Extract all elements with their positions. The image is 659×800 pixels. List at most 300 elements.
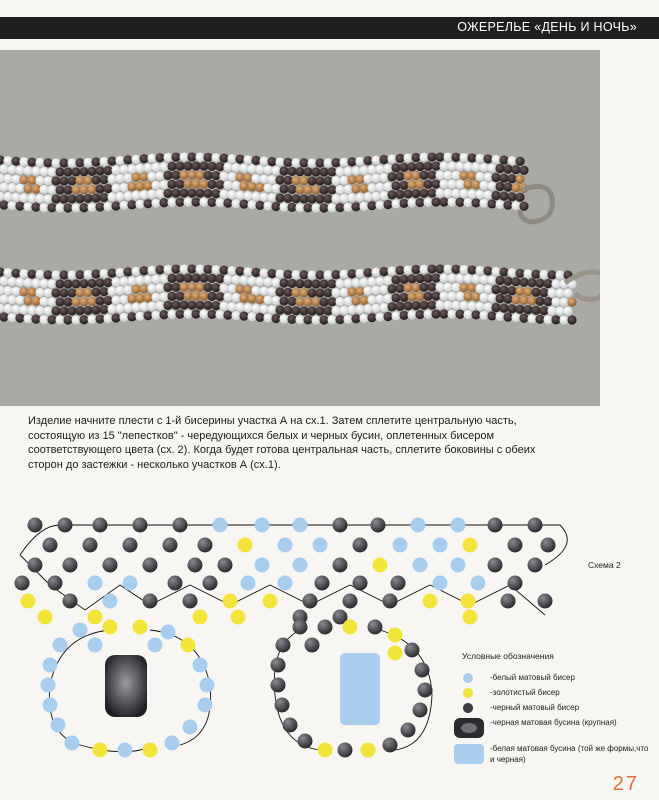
photo-bead bbox=[15, 166, 24, 175]
photo-bead bbox=[431, 309, 440, 318]
photo-bead bbox=[219, 266, 228, 275]
photo-bead bbox=[139, 190, 148, 199]
photo-bead bbox=[59, 306, 68, 315]
photo-bead bbox=[107, 174, 116, 183]
photo-bead bbox=[231, 199, 240, 208]
photo-bead bbox=[119, 165, 128, 174]
photo-bead bbox=[167, 198, 176, 207]
photo-bead bbox=[355, 287, 364, 296]
photo-bead bbox=[447, 197, 456, 206]
gold-seed-bead bbox=[318, 743, 333, 758]
photo-bead bbox=[223, 199, 232, 208]
photo-bead bbox=[435, 300, 444, 309]
black-seed-bead bbox=[58, 518, 73, 533]
photo-bead bbox=[251, 156, 260, 165]
photo-bead bbox=[163, 283, 172, 292]
photo-bead bbox=[243, 155, 252, 164]
photo-bead bbox=[451, 283, 460, 292]
photo-bead bbox=[419, 301, 428, 310]
photo-bead bbox=[71, 297, 80, 306]
photo-bead bbox=[443, 188, 452, 197]
photo-bead bbox=[391, 199, 400, 208]
photo-bead bbox=[47, 167, 56, 176]
photo-bead bbox=[15, 202, 24, 211]
photo-bead bbox=[307, 194, 316, 203]
photo-bead bbox=[183, 179, 192, 188]
photo-bead bbox=[43, 288, 52, 297]
white-seed-bead bbox=[53, 638, 68, 653]
photo-bead bbox=[531, 288, 540, 297]
photo-bead bbox=[19, 305, 28, 314]
photo-bead bbox=[299, 270, 308, 279]
photo-bead bbox=[223, 311, 232, 320]
photo-bead bbox=[327, 185, 336, 194]
photo-bead bbox=[175, 310, 184, 319]
photo-bead bbox=[27, 288, 36, 297]
white-seed-bead bbox=[200, 678, 215, 693]
photo-bead bbox=[303, 297, 312, 306]
photo-bead bbox=[387, 284, 396, 293]
photo-bead bbox=[443, 300, 452, 309]
photo-bead bbox=[319, 297, 328, 306]
black-seed-bead bbox=[401, 723, 416, 738]
photo-bead bbox=[223, 275, 232, 284]
photo-bead bbox=[179, 282, 188, 291]
photo-bead bbox=[19, 269, 28, 278]
photo-bead bbox=[339, 306, 348, 315]
photo-bead bbox=[419, 189, 428, 198]
photo-bead bbox=[335, 185, 344, 194]
black-seed-bead bbox=[63, 594, 78, 609]
legend-label: -белый матовый бисер bbox=[490, 673, 575, 682]
photo-bead bbox=[547, 270, 556, 279]
white-seed-bead bbox=[451, 518, 466, 533]
photo-bead bbox=[55, 167, 64, 176]
black-seed-bead bbox=[28, 558, 43, 573]
photo-bead bbox=[439, 309, 448, 318]
photo-bead bbox=[75, 176, 84, 185]
photo-bead bbox=[179, 264, 188, 273]
photo-bead bbox=[163, 189, 172, 198]
photo-bead bbox=[103, 202, 112, 211]
photo-bead bbox=[491, 285, 500, 294]
photo-bead bbox=[55, 315, 64, 324]
photo-bead bbox=[15, 314, 24, 323]
photo-bead bbox=[75, 306, 84, 315]
photo-bead bbox=[135, 294, 144, 303]
photo-bead bbox=[231, 293, 240, 302]
photo-bead bbox=[227, 154, 236, 163]
photo-bead bbox=[91, 175, 100, 184]
photo-bead bbox=[291, 288, 300, 297]
photo-bead bbox=[471, 310, 480, 319]
photo-bead bbox=[343, 185, 352, 194]
photo-bead bbox=[67, 158, 76, 167]
photo-bead bbox=[127, 200, 136, 209]
photo-bead bbox=[455, 274, 464, 283]
photo-bead bbox=[207, 292, 216, 301]
photo-bead bbox=[403, 301, 412, 310]
photo-bead bbox=[499, 156, 508, 165]
photo-bead bbox=[407, 274, 416, 283]
photo-bead bbox=[71, 279, 80, 288]
photo-bead bbox=[219, 172, 228, 181]
photo-bead bbox=[527, 296, 536, 305]
photo-bead bbox=[515, 157, 524, 166]
photo-bead bbox=[423, 292, 432, 301]
intro-line: Изделие начните плести с 1-й бисерины участка А на сх.1. Затем сплетите центральную часть, bbox=[28, 415, 517, 427]
photo-bead bbox=[199, 274, 208, 283]
white-seed-bead bbox=[118, 743, 133, 758]
photo-bead bbox=[515, 287, 524, 296]
photo-bead bbox=[11, 175, 20, 184]
white-seed-bead bbox=[51, 718, 66, 733]
photo-bead bbox=[379, 285, 388, 294]
photo-bead bbox=[75, 194, 84, 203]
photo-bead bbox=[179, 300, 188, 309]
photo-bead bbox=[223, 181, 232, 190]
black-seed-bead bbox=[43, 538, 58, 553]
photo-bead bbox=[287, 297, 296, 306]
photo-bead bbox=[271, 202, 280, 211]
photo-bead bbox=[439, 273, 448, 282]
photo-bead bbox=[219, 190, 228, 199]
photo-bead bbox=[207, 310, 216, 319]
photo-bead bbox=[303, 167, 312, 176]
black-seed-bead bbox=[83, 538, 98, 553]
photo-bead bbox=[207, 180, 216, 189]
gold-seed-bead bbox=[463, 538, 478, 553]
photo-bead bbox=[191, 309, 200, 318]
photo-bead bbox=[343, 167, 352, 176]
photo-bead bbox=[3, 268, 12, 277]
photo-bead bbox=[431, 179, 440, 188]
photo-bead bbox=[307, 288, 316, 297]
photo-bead bbox=[275, 287, 284, 296]
photo-bead bbox=[255, 313, 264, 322]
photo-bead bbox=[203, 171, 212, 180]
photo-bead bbox=[547, 288, 556, 297]
gold-seed-bead bbox=[373, 558, 388, 573]
photo-bead bbox=[303, 203, 312, 212]
black-seed-bead bbox=[218, 558, 233, 573]
photo-bead bbox=[279, 278, 288, 287]
photo-bead bbox=[43, 194, 52, 203]
photo-bead bbox=[131, 173, 140, 182]
photo-bead bbox=[507, 286, 516, 295]
black-seed-bead bbox=[418, 683, 433, 698]
photo-bead bbox=[175, 274, 184, 283]
photo-bead bbox=[471, 292, 480, 301]
photo-bead bbox=[35, 288, 44, 297]
photo-bead bbox=[355, 305, 364, 314]
photo-bead bbox=[367, 277, 376, 286]
gold-seed-bead bbox=[231, 610, 246, 625]
photo-bead bbox=[343, 203, 352, 212]
gold-seed-bead bbox=[263, 594, 278, 609]
photo-bead bbox=[231, 311, 240, 320]
photo-bead bbox=[51, 270, 60, 279]
photo-bead bbox=[63, 185, 72, 194]
photo-bead bbox=[219, 284, 228, 293]
white-seed-bead bbox=[88, 638, 103, 653]
photo-bead bbox=[11, 157, 20, 166]
photo-bead bbox=[103, 296, 112, 305]
photo-bead bbox=[391, 163, 400, 172]
photo-bead bbox=[499, 286, 508, 295]
photo-bead bbox=[79, 315, 88, 324]
photo-bead bbox=[171, 301, 180, 310]
photo-bead bbox=[435, 188, 444, 197]
photo-bead bbox=[75, 158, 84, 167]
photo-bead bbox=[339, 158, 348, 167]
photo-bead bbox=[335, 315, 344, 324]
photo-bead bbox=[291, 306, 300, 315]
black-seed-bead bbox=[353, 538, 368, 553]
photo-bead bbox=[19, 193, 28, 202]
photo-bead bbox=[395, 172, 404, 181]
photo-bead bbox=[495, 276, 504, 285]
photo-bead bbox=[495, 294, 504, 303]
photo-bead bbox=[539, 270, 548, 279]
photo-bead bbox=[127, 312, 136, 321]
photo-bead bbox=[291, 194, 300, 203]
black-seed-bead bbox=[508, 576, 523, 591]
photo-bead bbox=[547, 306, 556, 315]
photo-bead bbox=[447, 291, 456, 300]
photo-bead bbox=[275, 193, 284, 202]
photo-bead bbox=[447, 179, 456, 188]
photo-bead bbox=[67, 270, 76, 279]
photo-bead bbox=[67, 176, 76, 185]
photo-bead bbox=[199, 292, 208, 301]
photo-bead bbox=[499, 268, 508, 277]
photo-bead bbox=[307, 176, 316, 185]
photo-bead bbox=[279, 314, 288, 323]
photo-bead bbox=[427, 264, 436, 273]
photo-bead bbox=[503, 201, 512, 210]
photo-bead bbox=[239, 276, 248, 285]
black-seed-bead bbox=[293, 620, 308, 635]
photo-bead bbox=[411, 153, 420, 162]
photo-bead bbox=[463, 180, 472, 189]
photo-bead bbox=[383, 294, 392, 303]
photo-bead bbox=[219, 154, 228, 163]
photo-bead bbox=[439, 291, 448, 300]
photo-bead bbox=[555, 270, 564, 279]
photo-bead bbox=[123, 267, 132, 276]
photo-bead bbox=[503, 277, 512, 286]
photo-bead bbox=[95, 296, 104, 305]
photo-bead bbox=[267, 175, 276, 184]
white-seed-bead bbox=[433, 576, 448, 591]
photo-bead bbox=[199, 180, 208, 189]
photo-bead bbox=[259, 174, 268, 183]
photo-bead bbox=[79, 279, 88, 288]
photo-bead bbox=[435, 152, 444, 161]
photo-bead bbox=[47, 185, 56, 194]
photo-bead bbox=[127, 276, 136, 285]
photo-bead bbox=[287, 185, 296, 194]
black-seed-bead bbox=[28, 518, 43, 533]
photo-bead bbox=[359, 184, 368, 193]
photo-bead bbox=[47, 279, 56, 288]
photo-bead bbox=[235, 155, 244, 164]
white-seed-bead bbox=[393, 538, 408, 553]
photo-bead bbox=[39, 279, 48, 288]
photo-bead bbox=[119, 295, 128, 304]
photo-bead bbox=[119, 313, 128, 322]
photo-bead bbox=[519, 278, 528, 287]
photo-bead bbox=[439, 161, 448, 170]
photo-bead bbox=[115, 156, 124, 165]
photo-bead bbox=[443, 152, 452, 161]
photo-bead bbox=[39, 185, 48, 194]
photo-bead bbox=[371, 173, 380, 182]
legend-label: -белая матовая бусина (той же формы,что и черная) bbox=[490, 744, 649, 764]
photo-bead bbox=[371, 285, 380, 294]
photo-bead bbox=[511, 165, 520, 174]
photo-bead bbox=[567, 297, 576, 306]
photo-bead bbox=[475, 284, 484, 293]
photo-bead bbox=[455, 310, 464, 319]
photo-bead bbox=[323, 306, 332, 315]
black-seed-bead bbox=[103, 558, 118, 573]
black-seed-bead bbox=[303, 594, 318, 609]
photo-bead bbox=[179, 170, 188, 179]
photo-bead bbox=[203, 283, 212, 292]
photo-bead bbox=[111, 295, 120, 304]
photo-bead bbox=[103, 278, 112, 287]
photo-bead bbox=[355, 157, 364, 166]
photo-bead bbox=[495, 200, 504, 209]
photo-bead bbox=[191, 161, 200, 170]
photo-bead bbox=[67, 288, 76, 297]
photo-bead bbox=[483, 266, 492, 275]
photo-bead bbox=[419, 283, 428, 292]
photo-bead bbox=[551, 297, 560, 306]
photo-bead bbox=[491, 267, 500, 276]
photo-bead bbox=[435, 170, 444, 179]
photo-bead bbox=[359, 202, 368, 211]
photo-bead bbox=[387, 154, 396, 163]
photo-bead bbox=[467, 301, 476, 310]
photo-bead bbox=[83, 194, 92, 203]
photo-bead bbox=[439, 197, 448, 206]
black-seed-bead bbox=[508, 538, 523, 553]
photo-bead bbox=[483, 302, 492, 311]
photo-bead bbox=[351, 166, 360, 175]
photo-bead bbox=[43, 306, 52, 315]
photo-bead bbox=[455, 292, 464, 301]
photo-bead bbox=[139, 266, 148, 275]
photo-bead bbox=[139, 172, 148, 181]
photo-bead bbox=[211, 265, 220, 274]
photo-bead bbox=[463, 310, 472, 319]
photo-bead bbox=[211, 189, 220, 198]
photo-bead bbox=[463, 292, 472, 301]
gold-seed-bead bbox=[21, 594, 36, 609]
photo-bead bbox=[251, 192, 260, 201]
photo-bead bbox=[103, 166, 112, 175]
photo-bead bbox=[243, 191, 252, 200]
photo-bead bbox=[447, 273, 456, 282]
photo-bead bbox=[111, 277, 120, 286]
photo-bead bbox=[511, 295, 520, 304]
photo-bead bbox=[135, 182, 144, 191]
photo-bead bbox=[379, 191, 388, 200]
photo-bead bbox=[7, 165, 16, 174]
photo-bead bbox=[323, 288, 332, 297]
photo-bead bbox=[91, 157, 100, 166]
photo-bead bbox=[247, 164, 256, 173]
gold-seed-bead bbox=[143, 743, 158, 758]
photo-bead bbox=[479, 275, 488, 284]
photo-bead bbox=[91, 287, 100, 296]
photo-bead bbox=[83, 288, 92, 297]
photo-bead bbox=[447, 161, 456, 170]
photo-bead bbox=[423, 274, 432, 283]
black-seed-bead bbox=[163, 538, 178, 553]
photo-bead bbox=[287, 279, 296, 288]
white-seed-bead bbox=[193, 658, 208, 673]
photo-bead bbox=[139, 154, 148, 163]
photo-bead bbox=[267, 269, 276, 278]
photo-bead bbox=[35, 176, 44, 185]
photo-bead bbox=[135, 200, 144, 209]
photo-bead bbox=[99, 287, 108, 296]
photo-bead bbox=[267, 287, 276, 296]
photo-bead bbox=[363, 268, 372, 277]
photo-bead bbox=[423, 310, 432, 319]
photo-bead bbox=[283, 288, 292, 297]
photo-bead bbox=[175, 180, 184, 189]
intro-line: соответствующего цвета (сх. 2). Когда будет готова центральная часть, сплетите боковины с обеих bbox=[28, 444, 536, 456]
photo-bead bbox=[191, 291, 200, 300]
photo-bead bbox=[335, 167, 344, 176]
photo-bead bbox=[255, 165, 264, 174]
black-seed-bead bbox=[415, 663, 430, 678]
photo-bead bbox=[19, 175, 28, 184]
photo-bead bbox=[227, 284, 236, 293]
photo-bead bbox=[143, 163, 152, 172]
photo-bead bbox=[135, 276, 144, 285]
legend-label: -черная матовая бусина (крупная) bbox=[490, 718, 617, 727]
photo-bead bbox=[87, 203, 96, 212]
photo-bead bbox=[227, 172, 236, 181]
photo-bead bbox=[175, 198, 184, 207]
gold-seed-bead bbox=[223, 594, 238, 609]
photo-bead bbox=[511, 313, 520, 322]
photo-bead bbox=[95, 202, 104, 211]
photo-bead bbox=[459, 171, 468, 180]
photo-bead bbox=[187, 188, 196, 197]
black-seed-bead bbox=[353, 576, 368, 591]
photo-bead bbox=[443, 282, 452, 291]
header-bar bbox=[0, 17, 659, 39]
black-seed-bead bbox=[276, 638, 291, 653]
photo-bead bbox=[443, 170, 452, 179]
photo-bead bbox=[115, 304, 124, 313]
black-seed-bead bbox=[15, 576, 30, 591]
photo-bead bbox=[427, 282, 436, 291]
photo-bead bbox=[23, 184, 32, 193]
photo-bead bbox=[363, 174, 372, 183]
photo-bead bbox=[155, 265, 164, 274]
photo-bead bbox=[71, 185, 80, 194]
photo-bead bbox=[283, 270, 292, 279]
photo-bead bbox=[155, 189, 164, 198]
